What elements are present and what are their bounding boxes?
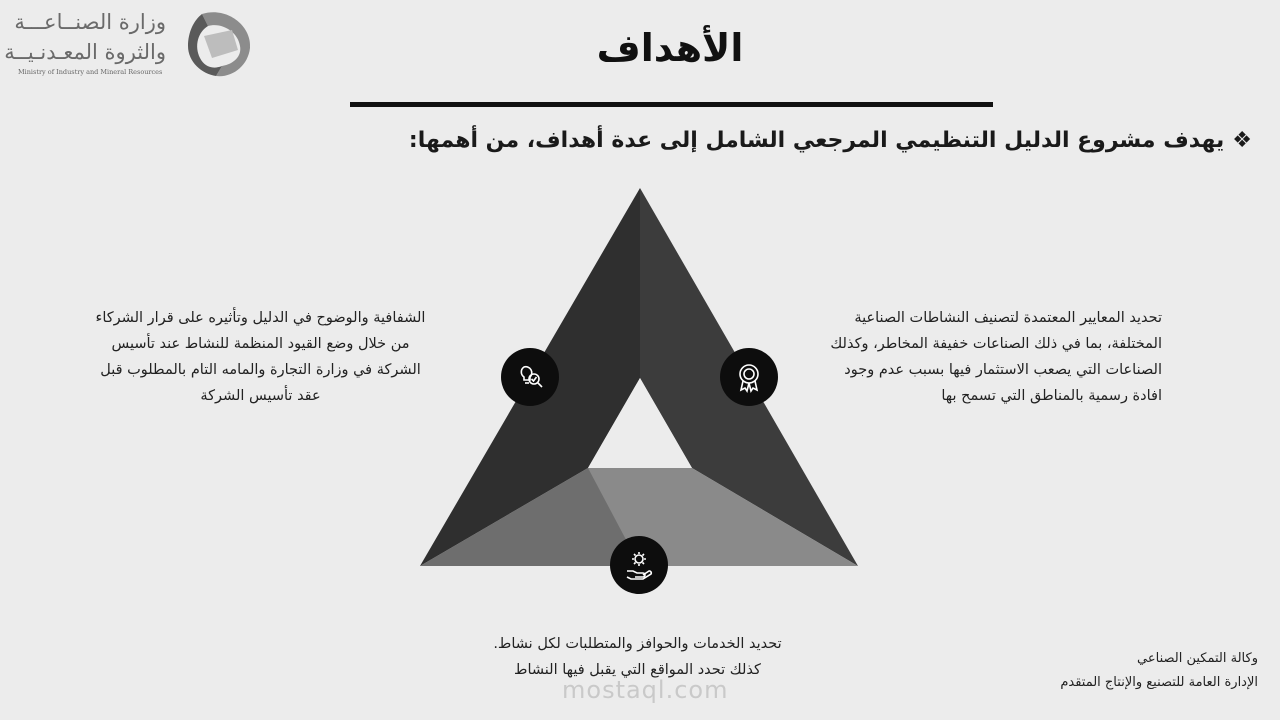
footer-agency: وكالة التمكين الصناعي (1137, 651, 1258, 666)
objective-criteria-text: تحديد المعايير المعتمدة لتصنيف النشاطات الصناعية المختلفة، بما في ذلك الصناعات خفيفة المخاطر، وكذلك الصناعات التي يصعب الاستثمار فيها بسبب عدم وجود افادة رسمية بالمناطق التي تسمح بها (830, 310, 1162, 404)
intro-text: يهدف مشروع الدليل التنظيمي المرجعي الشامل إلى عدة أهداف، من أهمها: (408, 128, 1225, 153)
logo-arabic-line1: وزارة الصنــاعـــة (14, 10, 166, 34)
objective-services-line1: تحديد الخدمات والحوافز والمتطلبات لكل نشاط. (493, 636, 782, 652)
slide-title: الأهداف (596, 26, 744, 70)
objective-transparency-text: الشفافية والوضوح في الدليل وتأثيره على قرار الشركاء من خلال وضع القيود المنظمة للنشاط عند تأسيس الشركة في وزارة التجارة والمامه التام بالمطلوب قبل عقد تأسيس الشركة (95, 310, 426, 404)
gear-hand-icon (623, 549, 655, 581)
diamond-bullet-icon: ❖ (1232, 128, 1252, 153)
watermark: mostaql.com (562, 676, 729, 704)
footer-department: الإدارة العامة للتصنيع والإنتاج المتقدم (1060, 675, 1258, 690)
idea-check-icon (514, 361, 546, 393)
objective-services-line2: كذلك تحدد المواقع التي يقبل فيها النشاط (514, 662, 761, 678)
logo-arabic-line2: والثروة المعـدنـيــة (4, 40, 166, 64)
idea-icon-circle (501, 348, 559, 406)
award-badge-icon (733, 361, 765, 393)
award-icon-circle (720, 348, 778, 406)
footer (1060, 647, 1258, 695)
service-icon-circle (610, 536, 668, 594)
logo-english-name: Ministry of Industry and Mineral Resources (18, 68, 163, 76)
